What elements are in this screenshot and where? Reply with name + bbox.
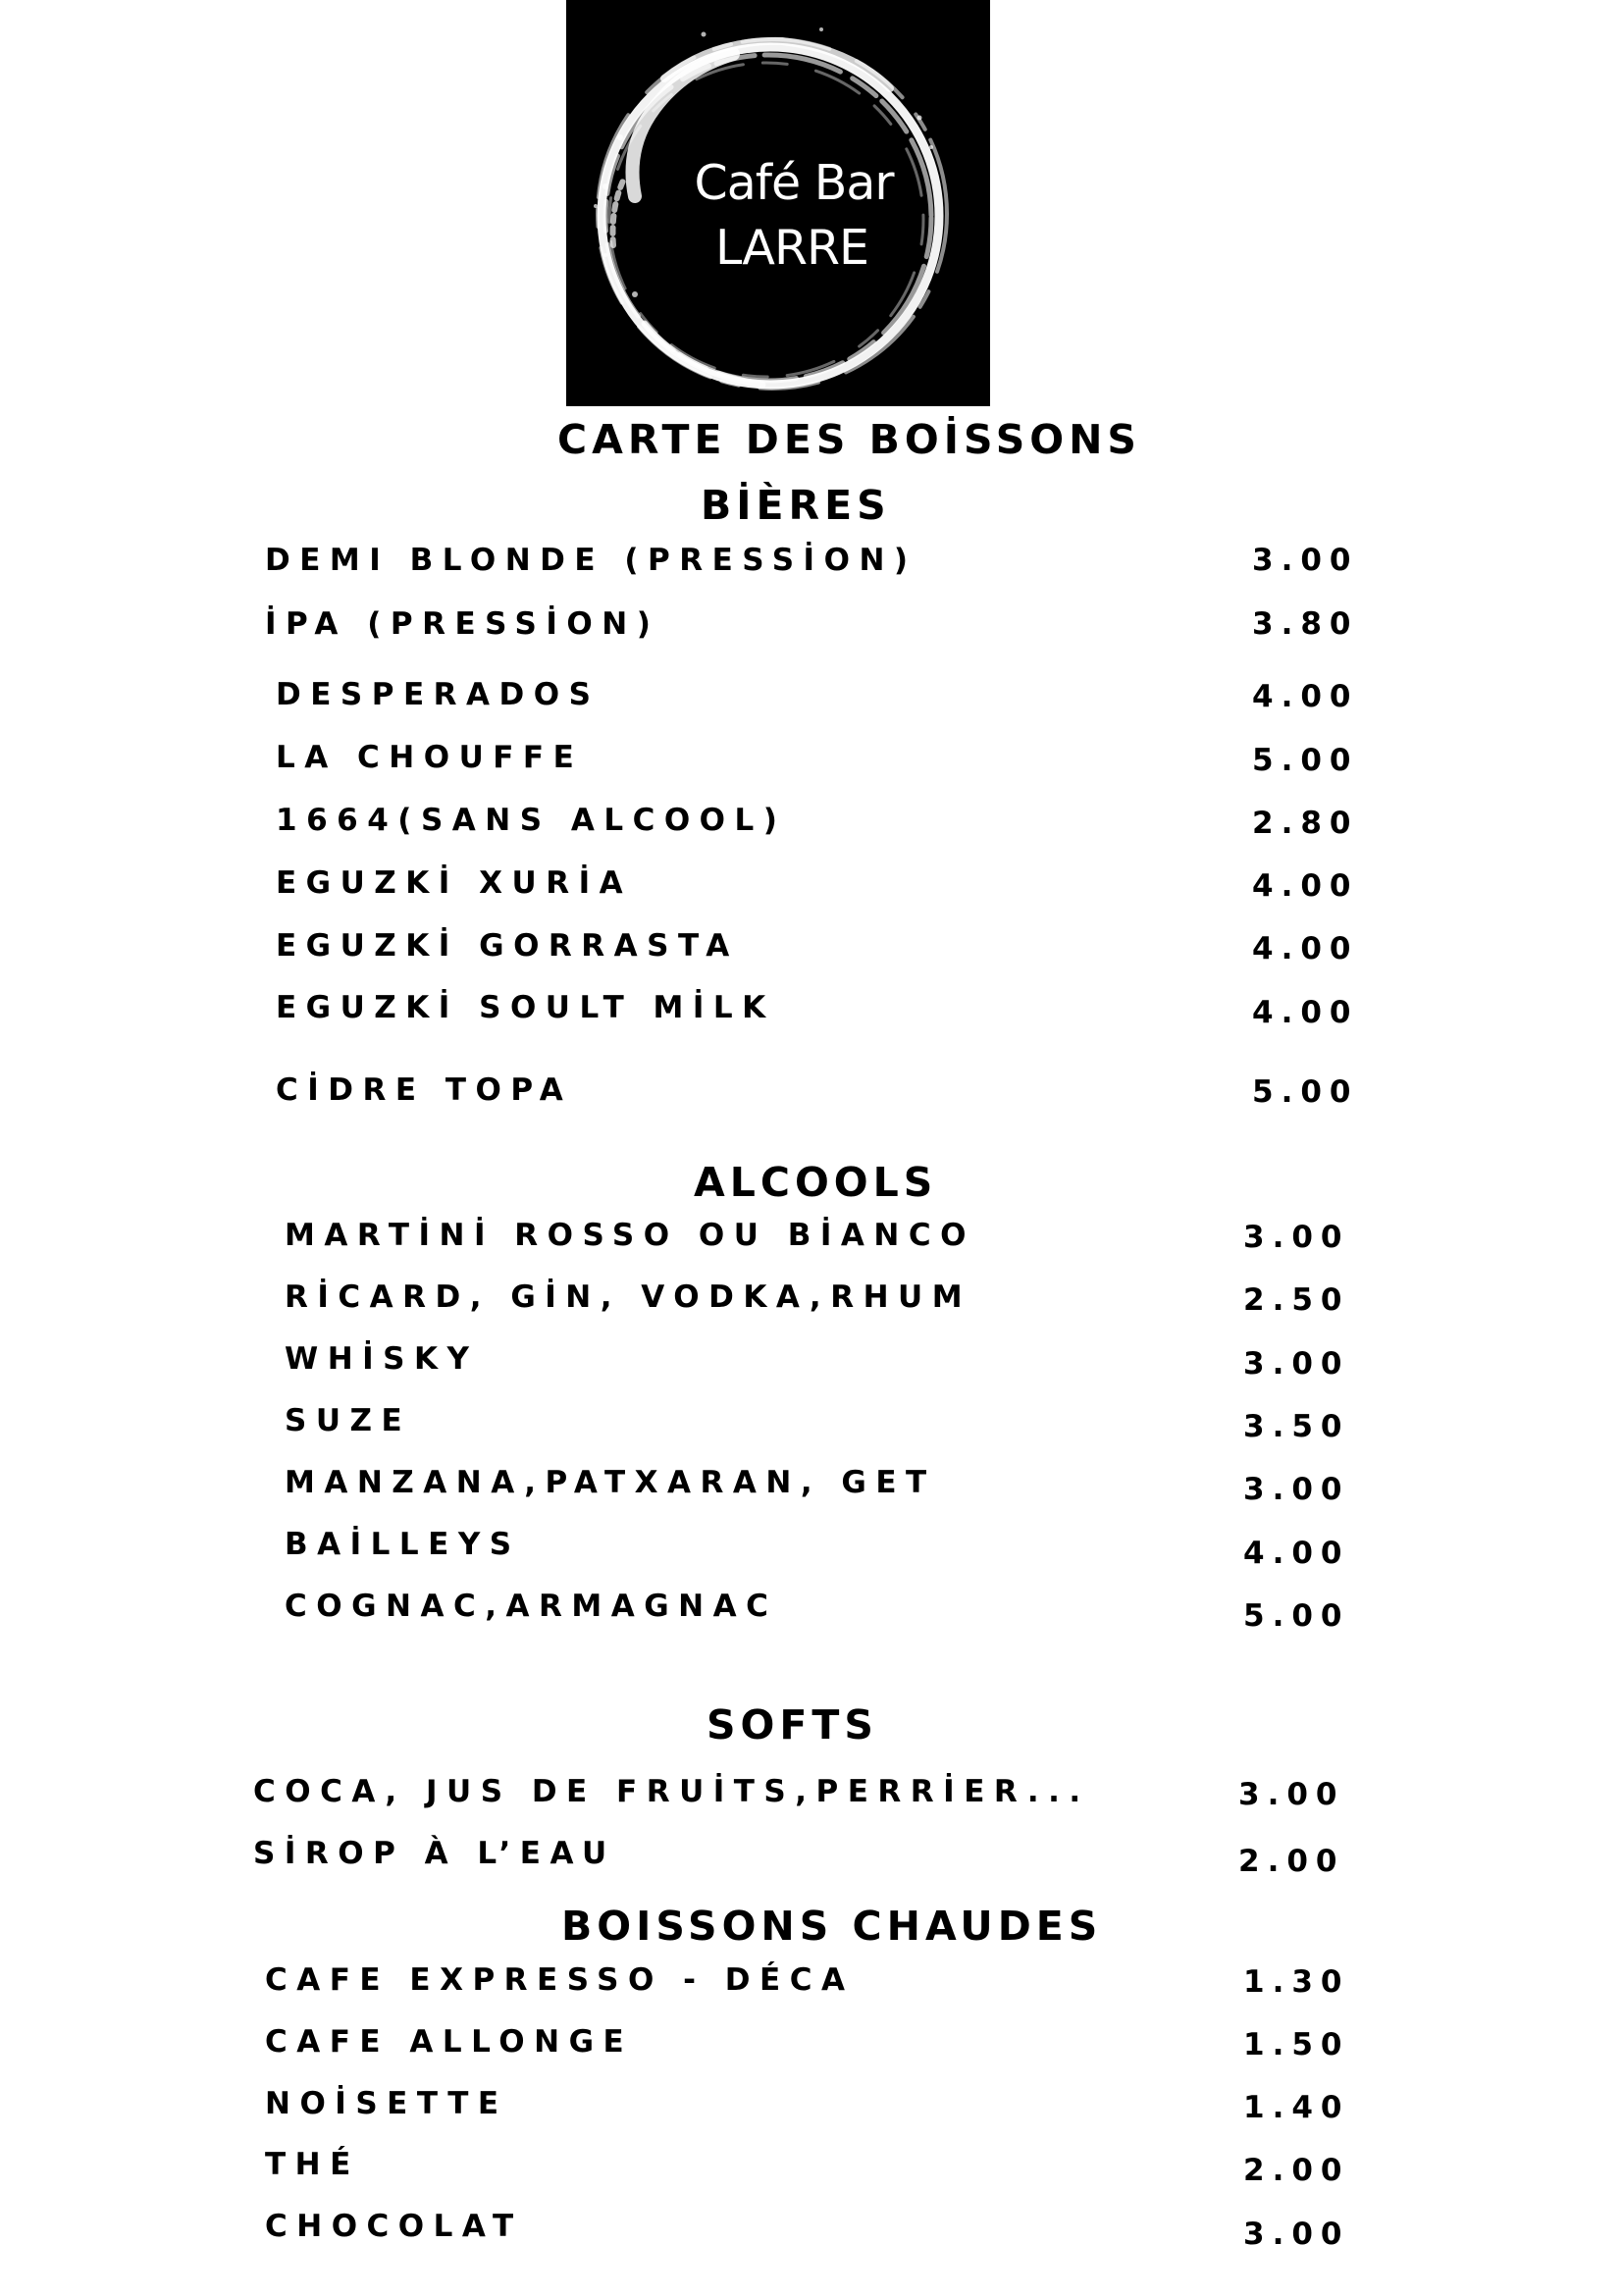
menu-item-price: 1.50 bbox=[1243, 2027, 1350, 2062]
menu-item-name: DESPERADOS bbox=[276, 677, 601, 712]
menu-item-price: 3.50 bbox=[1243, 1409, 1350, 1444]
menu-item-price: 2.00 bbox=[1238, 1844, 1345, 1879]
menu-title: CARTE DES BOİSSONS bbox=[557, 416, 1141, 463]
menu-item-name: WHİSKY bbox=[285, 1341, 479, 1377]
section-heading-softs: SOFTS bbox=[707, 1701, 878, 1748]
cafe-bar-larre-logo bbox=[566, 0, 990, 406]
menu-item-name: SİROP À L’EAU bbox=[253, 1836, 616, 1871]
logo-line-2: LARRE bbox=[715, 220, 868, 276]
menu-item-name: LA CHOUFFE bbox=[276, 740, 584, 775]
menu-item-name: MANZANA,PATXARAN, GET bbox=[285, 1465, 936, 1500]
menu-item-price: 4.00 bbox=[1252, 868, 1359, 904]
menu-item-price: 5.00 bbox=[1252, 1074, 1359, 1110]
menu-item-name: EGUZKİ XURİA bbox=[276, 865, 633, 901]
section-heading-alcools: ALCOOLS bbox=[694, 1159, 938, 1206]
menu-item-name: EGUZKİ SOULT MİLK bbox=[276, 990, 775, 1025]
menu-item-name: EGUZKİ GORRASTA bbox=[276, 928, 739, 964]
menu-item-name: COGNAC,ARMAGNAC bbox=[285, 1589, 778, 1624]
menu-item-name: COCA, JUS DE FRUİTS,PERRİER... bbox=[253, 1774, 1090, 1809]
menu-item-price: 2.50 bbox=[1243, 1282, 1350, 1318]
menu-item-name: İPA (PRESSİON) bbox=[265, 606, 660, 642]
menu-item-name: CİDRE TOPA bbox=[276, 1072, 573, 1108]
menu-item-name: MARTİNİ ROSSO OU BİANCO bbox=[285, 1218, 975, 1253]
menu-item-name: CAFE ALLONGE bbox=[265, 2024, 634, 2060]
menu-item-price: 3.00 bbox=[1238, 1777, 1345, 1812]
menu-item-price: 3.00 bbox=[1243, 2217, 1350, 2252]
menu-item-price: 4.00 bbox=[1243, 1536, 1350, 1571]
menu-item-name: DEMI BLONDE (PRESSİON) bbox=[265, 543, 917, 578]
menu-item-name: NOİSETTE bbox=[265, 2086, 508, 2121]
menu-item-price: 4.00 bbox=[1252, 679, 1359, 714]
menu-item-price: 3.00 bbox=[1243, 1346, 1350, 1382]
menu-item-price: 5.00 bbox=[1252, 743, 1359, 778]
menu-item-name: CHOCOLAT bbox=[265, 2209, 523, 2244]
menu-item-price: 3.00 bbox=[1243, 1472, 1350, 1507]
menu-item-name: RİCARD, GİN, VODKA,RHUM bbox=[285, 1279, 972, 1315]
menu-item-name: CAFE EXPRESSO - DÉCA bbox=[265, 1962, 855, 1998]
menu-item-price: 2.80 bbox=[1252, 806, 1359, 841]
menu-item-price: 1.30 bbox=[1243, 1964, 1350, 2000]
menu-item-price: 4.00 bbox=[1252, 931, 1359, 966]
menu-item-name: THÉ bbox=[265, 2147, 360, 2182]
menu-item-name: BAİLLEYS bbox=[285, 1527, 521, 1562]
menu-item-name: 1664(SANS ALCOOL) bbox=[276, 803, 787, 838]
menu-item-price: 3.00 bbox=[1243, 1220, 1350, 1255]
menu-item-price: 2.00 bbox=[1243, 2153, 1350, 2188]
menu-item-price: 5.00 bbox=[1243, 1598, 1350, 1634]
menu-item-price: 3.00 bbox=[1252, 543, 1359, 578]
menu-item-price: 4.00 bbox=[1252, 995, 1359, 1030]
logo-line-1: Café Bar bbox=[694, 155, 894, 211]
menu-item-name: SUZE bbox=[285, 1403, 412, 1438]
section-heading-bieres: BİÈRES bbox=[701, 482, 891, 529]
menu-item-price: 1.40 bbox=[1243, 2090, 1350, 2125]
menu-item-price: 3.80 bbox=[1252, 606, 1359, 642]
section-heading-boissons-chaudes: BOISSONS CHAUDES bbox=[561, 1903, 1103, 1950]
